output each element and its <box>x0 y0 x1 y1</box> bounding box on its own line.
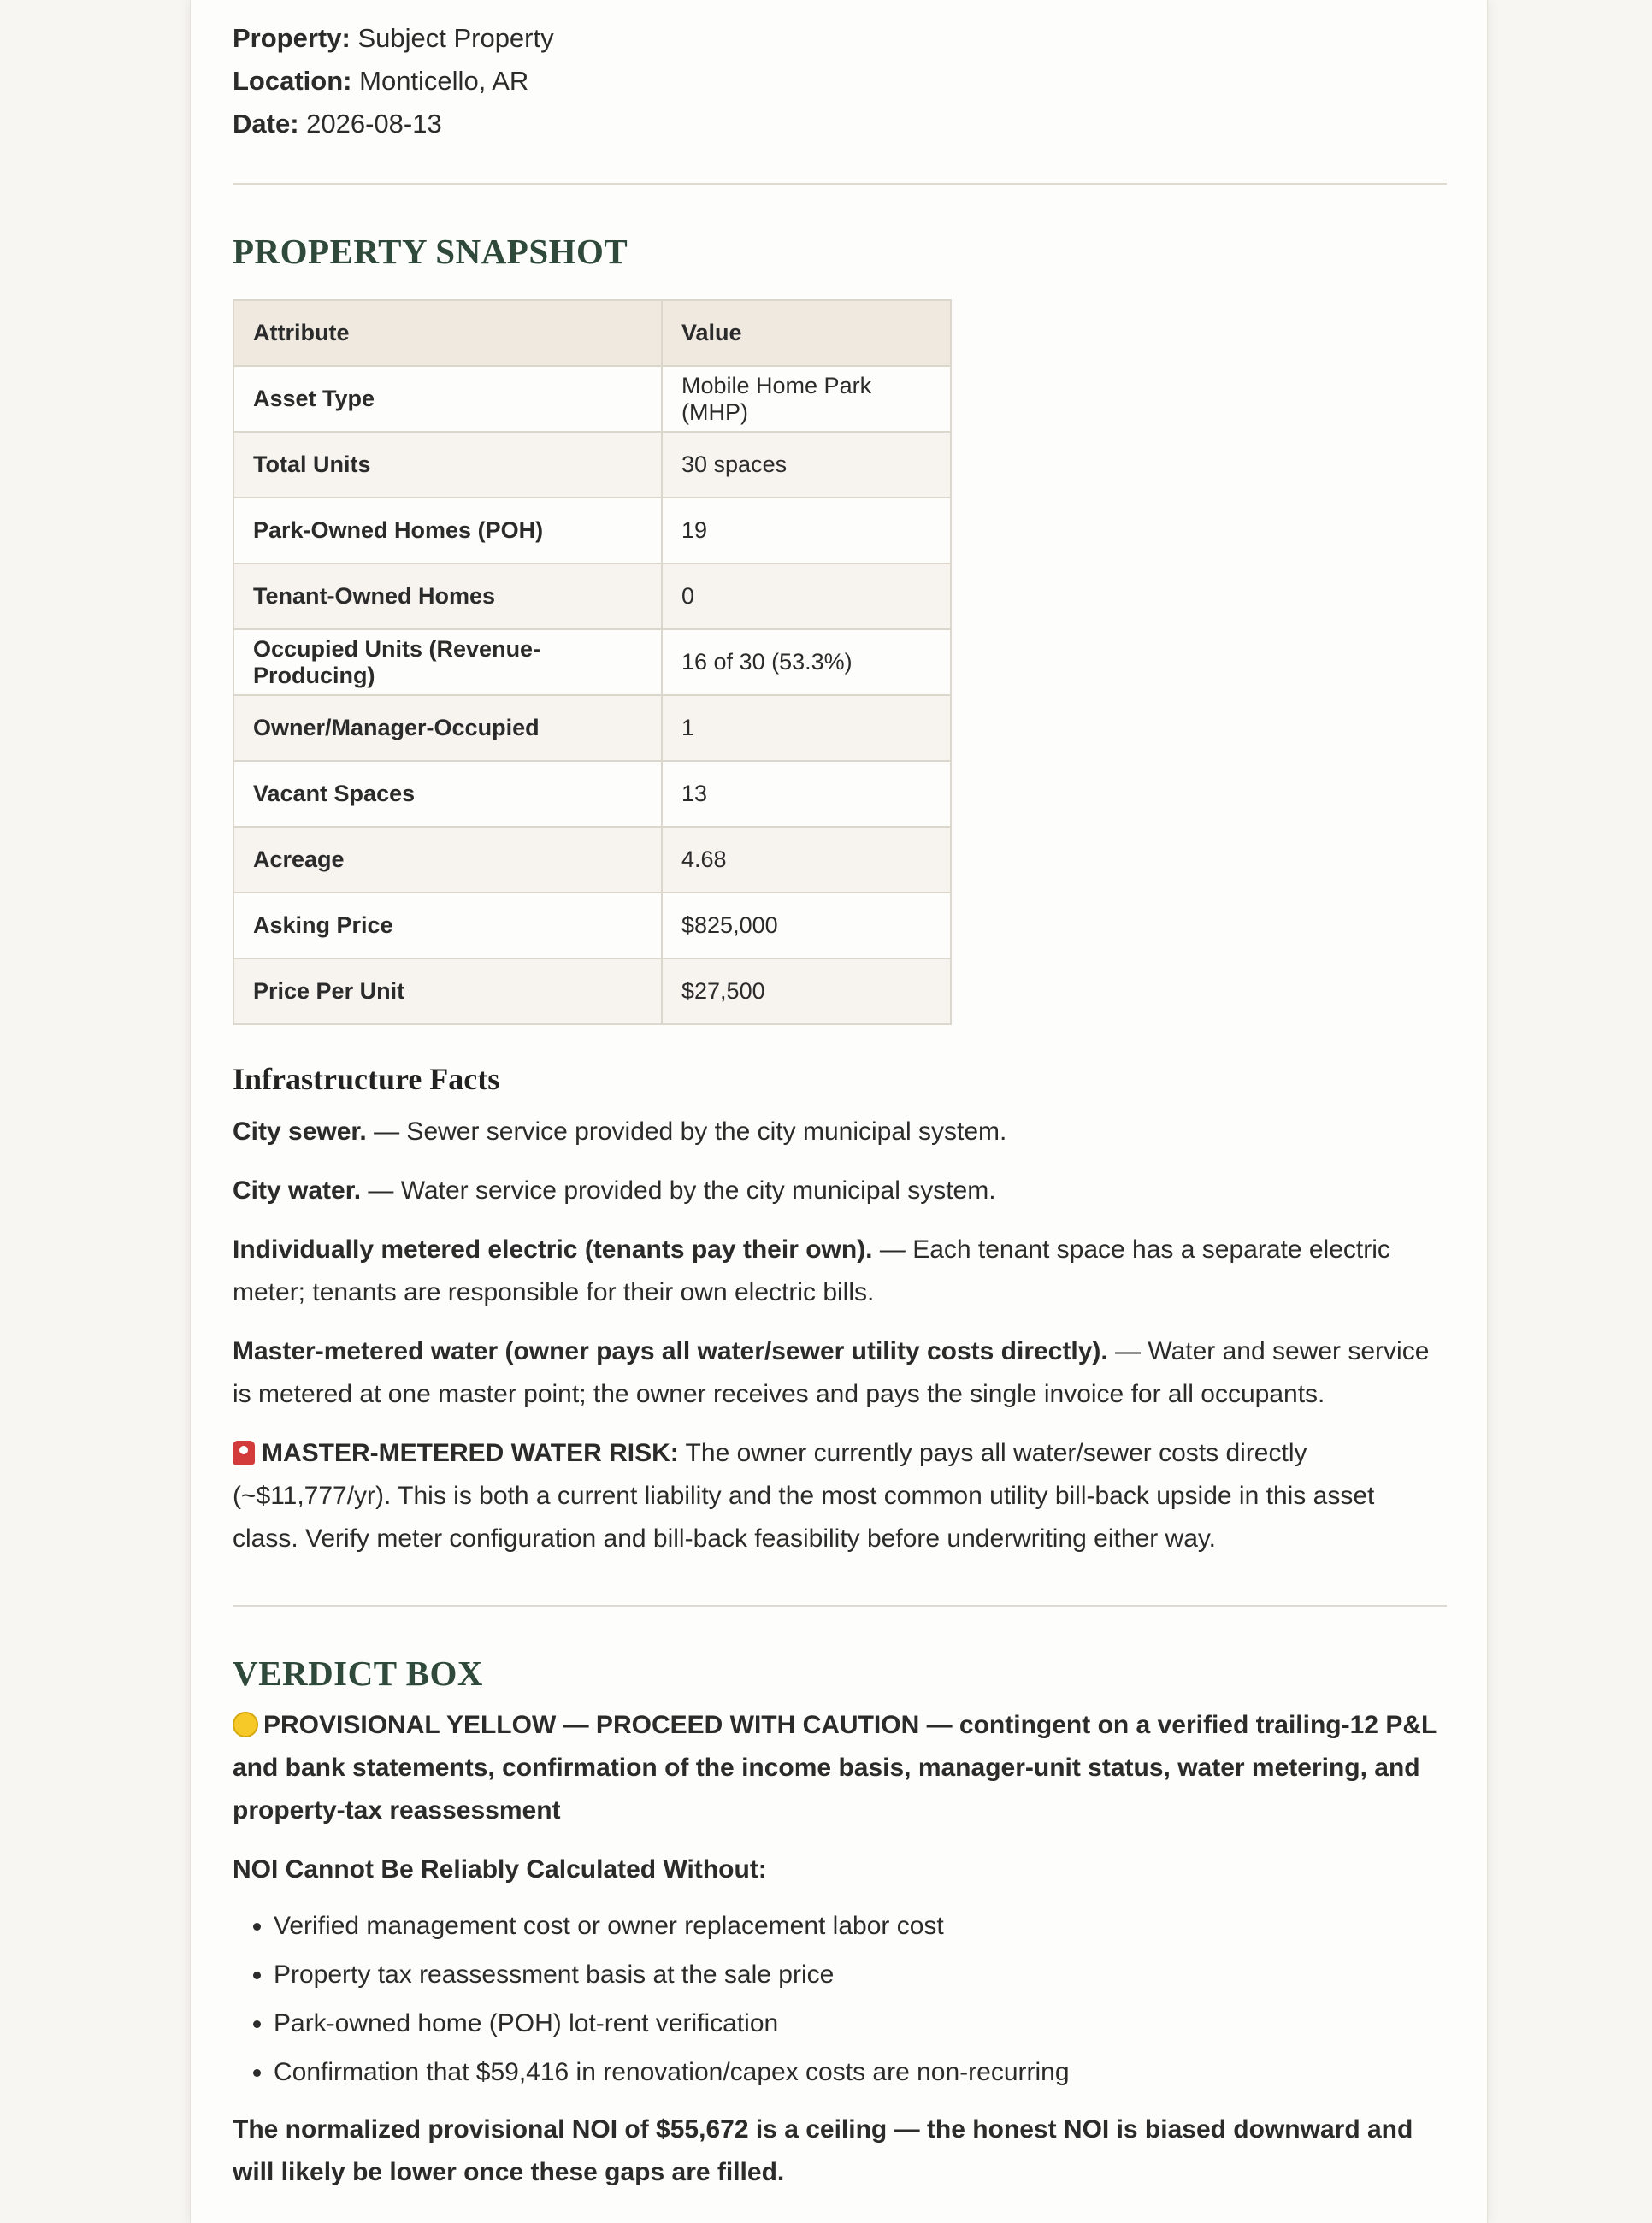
attr-cell: Total Units <box>233 432 662 498</box>
attr-cell: Acreage <box>233 827 662 893</box>
table-header-row <box>233 300 951 366</box>
fact-paragraph: Master-metered water (owner pays all water/sewer utility costs directly). — Water and sewer service is metered at one master point; the owner receives and pays the single invoice for all occupants. <box>233 1337 1430 1408</box>
document-content <box>233 17 1447 2194</box>
attr-cell: Asking Price <box>233 893 662 958</box>
snapshot-table <box>233 299 952 1025</box>
attr-cell: Occupied Units (Revenue-Producing) <box>233 629 662 695</box>
divider <box>233 1605 1447 1607</box>
infrastructure-facts <box>233 1111 1447 1560</box>
siren-icon <box>233 1441 255 1465</box>
list-item: • Park-owned home (POH) lot-rent verification <box>274 1999 1447 2048</box>
attr-cell: Asset Type <box>233 366 662 432</box>
value-cell: 0 <box>662 563 951 629</box>
value-cell: $825,000 <box>662 893 951 958</box>
table-row <box>233 366 951 432</box>
column-header: Value <box>662 300 951 366</box>
table-row <box>233 629 951 695</box>
table-row <box>233 893 951 958</box>
list-item: • Verified management cost or owner replacement labor cost <box>274 1902 1447 1950</box>
table-row <box>233 827 951 893</box>
value-cell: $27,500 <box>662 958 951 1024</box>
table-row <box>233 761 951 827</box>
column-header: Attribute <box>233 300 662 366</box>
fact-paragraph: City sewer. — Sewer service provided by the city municipal system. <box>233 1117 1007 1146</box>
verdict-headline: PROVISIONAL YELLOW — PROCEED WITH CAUTION — contingent on a verified trailing-12 P&L and bank statements, confirmation of the income basis, manager-unit status, water metering, and property-tax reassessment <box>233 1711 1437 1825</box>
meta-property: Property: Subject Property <box>233 23 554 53</box>
document-page <box>190 0 1488 2223</box>
table-row <box>233 563 951 629</box>
divider <box>233 183 1447 185</box>
list-item: • Confirmation that $59,416 in renovation/capex costs are non-recurring <box>274 2048 1447 2096</box>
noi-conclusion: The normalized provisional NOI of $55,672 is a ceiling — the honest NOI is biased downward and will likely be lower once these gaps are filled. <box>233 2115 1413 2186</box>
yellow-circle-icon <box>233 1712 258 1737</box>
fact-paragraph: City water. — Water service provided by the city municipal system. <box>233 1176 996 1205</box>
table-row <box>233 958 951 1024</box>
risk-paragraph: MASTER-METERED WATER RISK: The owner currently pays all water/sewer costs directly (~$11,777/yr). This is both a current liability and the most common utility bill-back upside in this asset class. Verify meter configuration and bill-back feasibility before underwriting either way. <box>233 1439 1375 1553</box>
value-cell: 16 of 30 (53.3%) <box>662 629 951 695</box>
noi-heading: NOI Cannot Be Reliably Calculated Without: <box>233 1855 767 1884</box>
value-cell: Mobile Home Park (MHP) <box>662 366 951 432</box>
value-cell: 13 <box>662 761 951 827</box>
attr-cell: Vacant Spaces <box>233 761 662 827</box>
meta-date: Date: 2026-08-13 <box>233 109 442 139</box>
value-cell: 1 <box>662 695 951 761</box>
meta-location: Location: Monticello, AR <box>233 66 529 96</box>
table-row <box>233 498 951 563</box>
snapshot-title: PROPERTY SNAPSHOT <box>233 232 628 271</box>
value-cell: 19 <box>662 498 951 563</box>
list-item: • Property tax reassessment basis at the sale price <box>274 1950 1447 1999</box>
attr-cell: Price Per Unit <box>233 958 662 1024</box>
table-row <box>233 432 951 498</box>
attr-cell: Park-Owned Homes (POH) <box>233 498 662 563</box>
attr-cell: Owner/Manager-Occupied <box>233 695 662 761</box>
verdict-title: VERDICT BOX <box>233 1654 483 1693</box>
attr-cell: Tenant-Owned Homes <box>233 563 662 629</box>
noi-gap-list <box>233 1902 1447 2096</box>
value-cell: 30 spaces <box>662 432 951 498</box>
fact-paragraph: Individually metered electric (tenants pay their own). — Each tenant space has a separate electric meter; tenants are responsible for their own electric bills. <box>233 1235 1390 1306</box>
table-row <box>233 695 951 761</box>
meta-block <box>233 17 1447 145</box>
infrastructure-title: Infrastructure Facts <box>233 1062 500 1096</box>
value-cell: 4.68 <box>662 827 951 893</box>
